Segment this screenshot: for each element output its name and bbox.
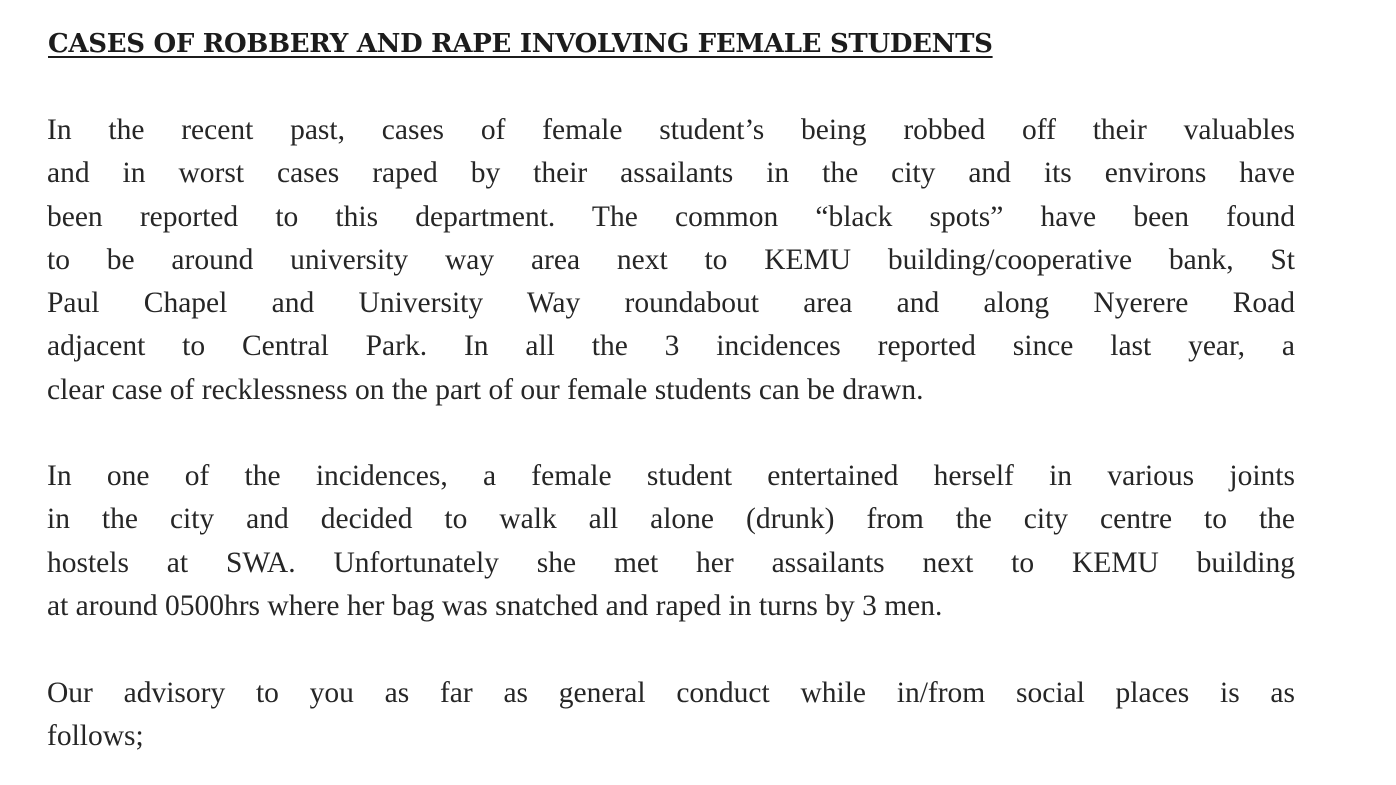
paragraph-incident [47,455,1295,628]
paragraph-line: Paul Chapel and University Way roundabout area and along Nyerere Road [47,287,1295,320]
paragraph-line: In the recent past, cases of female student’s being robbed off their valuables [47,114,1295,146]
paragraph-line: at around 0500hrs where her bag was snatched and raped in turns by 3 men. [47,589,943,622]
paragraph-line: Our advisory to you as far as general conduct while in/from social places is as [47,677,1295,709]
paragraph-line: to be around university way area next to KEMU building/cooperative bank, St [47,243,1295,276]
document-heading [48,26,1296,62]
paragraph-line: clear case of recklessness on the part of our female students can be drawn. [47,373,924,406]
paragraph-line: In one of the incidences, a female student entertained herself in various joints [47,460,1295,492]
paragraph-line: in the city and decided to walk all alone (drunk) from the city centre to the [47,503,1295,536]
heading-text: CASES OF ROBBERY AND RAPE INVOLVING FEMALE STUDENTS [48,29,993,59]
paragraph-line: and in worst cases raped by their assailants in the city and its environs have [47,157,1295,190]
paragraph-line: adjacent to Central Park. In all the 3 incidences reported since last year, a [47,330,1295,363]
paragraph-line: hostels at SWA. Unfortunately she met her assailants next to KEMU building [47,546,1295,579]
paragraph-line: follows; [47,720,144,753]
paragraph-recent-cases [47,109,1295,412]
paragraph-line: been reported to this department. The common “black spots” have been found [47,200,1295,233]
paragraph-advisory [47,672,1295,759]
